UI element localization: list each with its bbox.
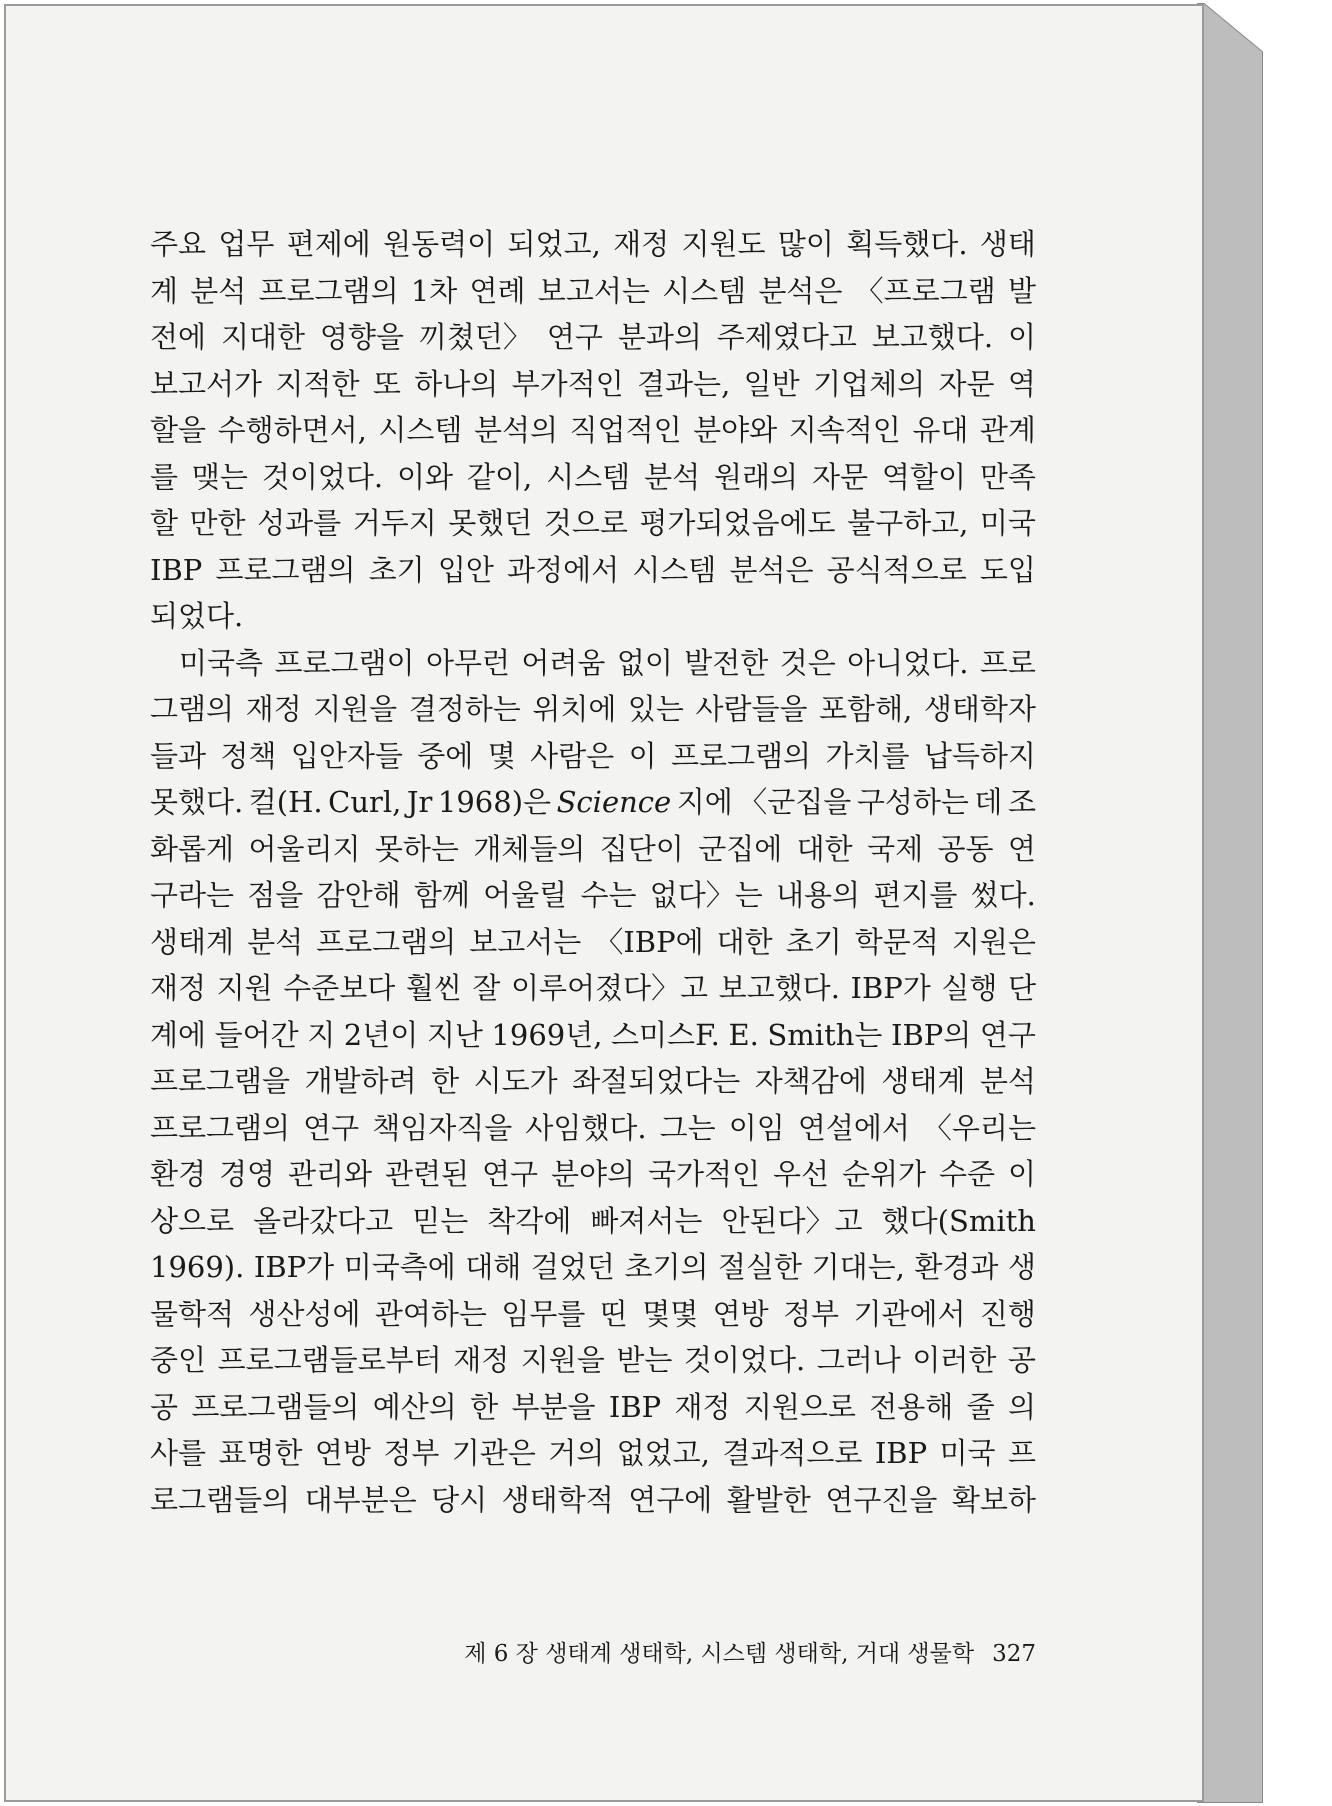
text-word: 들어간 (214, 1017, 299, 1052)
text-word: 보고서는 (469, 924, 582, 959)
text-word: 의 (1007, 1389, 1036, 1424)
text-line (150, 872, 1036, 919)
text-word: 역 (1007, 366, 1036, 401)
text-word: 것은 (779, 645, 836, 680)
text-word: 과정에서 (507, 552, 620, 587)
text-line (150, 733, 1036, 780)
text-word: 있는 (627, 692, 684, 726)
text-word: 좌절되었다는 (572, 1064, 741, 1098)
text-word: 그램의 (150, 692, 235, 726)
text-word: 영향을 (319, 320, 404, 354)
text-word: 할을 (150, 413, 207, 447)
text-word: 지에 (676, 785, 733, 819)
text-line (150, 1384, 1036, 1431)
text-word: 분석은 (729, 552, 814, 587)
text-word: 성과를 (257, 506, 342, 540)
text-line (150, 1430, 1036, 1477)
text-word: 했다(Smith (881, 1203, 1036, 1238)
text-word: 입안자들 (290, 738, 403, 773)
text-word: 수는 (580, 878, 637, 912)
text-word: Science (556, 785, 672, 819)
text-word: 절실한 (718, 1250, 803, 1284)
text-word: 생태계 (150, 924, 235, 959)
text-word: 재정 (453, 1343, 510, 1377)
text-word: 스미스F. (611, 1017, 720, 1052)
text-word: 연례 (469, 273, 526, 308)
text-word: 분석 (979, 1064, 1036, 1098)
text-word: 초기의 (624, 1250, 709, 1284)
text-word: 조 (1007, 785, 1036, 819)
text-word: 지원 (216, 971, 273, 1005)
text-word: 어려움 (521, 645, 606, 680)
text-line (150, 1244, 1036, 1291)
text-word: 지원은 (951, 924, 1036, 959)
page-body-text (150, 221, 1036, 1523)
text-word: 프로그램을 (150, 1064, 291, 1098)
text-word: 것으로 (543, 506, 628, 540)
text-word: 기업체의 (813, 366, 926, 401)
text-word: 올라갔다고 (253, 1203, 394, 1238)
text-word: 2년이 (343, 1017, 419, 1052)
text-word: 발전한 (684, 645, 769, 680)
text-word: 지원을 (520, 1343, 605, 1377)
text-word: 단 (1007, 971, 1036, 1005)
text-word: 획득했다. (846, 227, 968, 261)
text-word: 정부 (383, 1436, 440, 1470)
text-line (150, 779, 1036, 826)
text-word: 수준보다 (283, 971, 396, 1005)
text-word: 원래의 (714, 459, 799, 494)
text-word: 전에 (150, 320, 207, 354)
text-word: 대한 (796, 831, 853, 866)
text-word: 이루어졌다〉고 (510, 971, 709, 1005)
text-word: 어울리지 (248, 831, 361, 866)
text-word: 미국 (979, 506, 1036, 540)
text-word: 경영 (218, 1157, 276, 1191)
text-word: 아니었다. (847, 645, 969, 680)
text-word: E. (728, 1017, 759, 1052)
text-word: 끼쳤던〉 (418, 320, 532, 354)
text-word: 맺는 (191, 459, 248, 494)
text-word: 할 (150, 506, 179, 540)
running-head: 제 6 장 생태계 생태학, 시스템 생태학, 거대 생물학 (464, 1641, 975, 1667)
text-line (150, 268, 1036, 315)
text-word: 편지를 (873, 878, 958, 912)
text-word: 집단이 (599, 831, 684, 866)
text-word: 편제에 (286, 227, 371, 261)
text-word: 없다〉는 (649, 878, 763, 912)
text-word: 분과의 (617, 320, 702, 354)
text-line (150, 500, 1036, 547)
text-word: 이임 (728, 1110, 785, 1145)
text-word: 것이었다. (261, 459, 384, 494)
text-word: 자책감에 (754, 1064, 867, 1098)
text-word: 못했던 (448, 506, 533, 540)
text-word: 관계 (979, 413, 1036, 447)
text-word: 이 (628, 738, 657, 773)
text-line (150, 1105, 1036, 1152)
text-word: 지대한 (220, 320, 305, 354)
text-line (150, 1477, 1036, 1524)
text-word: 지원을 (313, 692, 398, 726)
text-word: 분야의 (550, 1157, 635, 1191)
text-word: 예산의 (372, 1389, 457, 1424)
text-word: 입안 (437, 552, 494, 587)
text-word: 1969년, (491, 1017, 603, 1052)
text-word: 보고서가 (150, 366, 263, 401)
text-word: 보고했다. (718, 971, 840, 1005)
text-word: 만한 (189, 506, 246, 540)
text-word: 관리와 (287, 1157, 373, 1191)
text-word: 내용의 (776, 878, 861, 912)
text-word: Curl, (328, 785, 402, 819)
text-word: 한 (431, 1064, 460, 1098)
text-word: 이와 (397, 459, 454, 494)
text-line (150, 314, 1036, 361)
text-word: 환경과 (914, 1250, 999, 1284)
text-word: 받는 (616, 1343, 673, 1377)
text-word: 생태계 (881, 1064, 966, 1098)
text-word: IBP (608, 1389, 662, 1424)
text-word: 하나의 (414, 366, 499, 401)
text-word: 업무 (218, 227, 275, 261)
text-word: 지속적인 (788, 413, 901, 447)
text-word: 중인 (150, 1343, 207, 1377)
text-word: 초기 (368, 552, 425, 587)
text-word: 주제였다고 (716, 320, 857, 354)
text-word: 어울릴 (483, 878, 568, 912)
text-word: 연방 (314, 1436, 371, 1470)
text-word: 당시 (431, 1482, 488, 1517)
text-word: 시스템 (378, 413, 463, 447)
text-word: IBP의 (890, 1017, 972, 1052)
text-word: 공동 (937, 831, 994, 866)
text-word: 재정 (245, 692, 302, 726)
text-word: 연설에서 (797, 1110, 910, 1145)
text-word: 구성하는 (856, 785, 969, 819)
text-word: 재정 (613, 227, 670, 261)
text-word: 도입 (979, 552, 1036, 587)
text-word: 되었고, (507, 227, 601, 261)
text-word: 지난 (426, 1017, 483, 1052)
text-word: 결과는, (637, 366, 731, 401)
text-word: 없이 (616, 645, 673, 680)
text-word: 거의 (548, 1436, 605, 1470)
text-word: Smith는 (767, 1017, 883, 1052)
text-word: 사를 (150, 1436, 207, 1470)
text-word: 불구하고, (847, 506, 969, 540)
text-word: 지원으로 (743, 1389, 856, 1424)
text-word: 함께 (413, 878, 470, 912)
text-word: 데 (974, 785, 1003, 819)
text-word: 결과적으로 (722, 1436, 863, 1470)
text-word: 부분을 (511, 1389, 596, 1424)
text-word: 연구 (481, 1157, 538, 1191)
text-word: 정부 (783, 1296, 840, 1331)
text-word: 많이 (777, 227, 834, 261)
text-word: 생태 (979, 227, 1036, 261)
text-word: 우선 (772, 1157, 829, 1191)
text-word: 지원도 (681, 227, 766, 261)
text-line (150, 547, 1036, 594)
text-word: 관련된 (384, 1157, 470, 1191)
text-word: 납득하지 (923, 738, 1036, 773)
text-line (150, 407, 1036, 454)
text-word: 자문 (811, 459, 869, 494)
text-word: 빠져서는 (590, 1203, 703, 1238)
text-word: 시도가 (473, 1064, 558, 1098)
text-word: 분석 (644, 459, 701, 494)
text-word: 개체들의 (473, 831, 586, 866)
text-word: 착각에 (487, 1203, 572, 1238)
text-word: 정책 (220, 738, 277, 773)
text-word: 거두지 (352, 506, 437, 540)
text-word: 계에 (150, 1017, 207, 1052)
text-word: 물학적 (150, 1296, 235, 1331)
text-word: 확보하 (951, 1482, 1036, 1517)
text-word: 수행하면서, (217, 413, 367, 447)
text-word: 이러한 (912, 1343, 997, 1377)
text-word: 줄 (966, 1389, 995, 1424)
text-word: 그러나 (816, 1343, 901, 1377)
text-word: IBP (874, 1436, 928, 1470)
text-word: 결정하는 (408, 692, 521, 726)
text-line (150, 361, 1036, 408)
text-word: 만족 (979, 459, 1036, 494)
page-number: 327 (992, 1641, 1036, 1667)
text-word: 일반 (743, 366, 800, 401)
text-word: 활발한 (726, 1482, 811, 1517)
text-word: 또 (372, 366, 401, 401)
text-line (150, 1012, 1036, 1059)
text-word: 생태학자 (923, 692, 1036, 726)
text-word: 분석의 (473, 413, 559, 447)
text-word: 연방 (712, 1296, 769, 1331)
text-word: 지적한 (275, 366, 360, 401)
text-word: 그는 (659, 1110, 716, 1145)
text-word: 한 (470, 1389, 499, 1424)
text-word: 시스템 (662, 273, 747, 308)
text-word: 1968)은 (437, 785, 552, 819)
text-word: 것이었다. (683, 1343, 806, 1377)
text-line (150, 1291, 1036, 1338)
text-word: 군집에 (698, 831, 783, 866)
text-word: 들과 (150, 738, 207, 773)
text-word: 공 (150, 1389, 179, 1424)
text-word: 프로그램의 (258, 273, 399, 308)
text-word: 연구에 (628, 1482, 713, 1517)
text-word: 분석 (247, 924, 304, 959)
text-line (150, 1151, 1036, 1198)
text-word: 기관에서 (853, 1296, 966, 1331)
text-word: 대해 (465, 1250, 522, 1284)
text-word: 재정 (674, 1389, 731, 1424)
text-word: 보고서는 (537, 273, 650, 308)
text-word: 초기 (785, 924, 842, 959)
text-word: 썼다. (970, 878, 1036, 912)
text-word: 사람들을 (695, 692, 808, 726)
text-line (150, 221, 1036, 268)
text-word: 역할이 (881, 459, 966, 494)
text-word: 아무런 (425, 645, 510, 680)
text-word: 관여하는 (374, 1296, 487, 1331)
text-word: 수준 (938, 1157, 995, 1191)
text-word: 대한 (716, 924, 773, 959)
text-word: 프로그램들로부터 (217, 1343, 442, 1377)
text-word: 사람은 (530, 738, 615, 773)
text-word: 환경 (150, 1157, 207, 1191)
text-word: 중에 (417, 738, 474, 773)
text-word: 학문적 (854, 924, 939, 959)
text-line (150, 454, 1036, 501)
text-word: 프로그램의 (316, 924, 457, 959)
page-footer (440, 1635, 1036, 1668)
text-word: 화롭게 (150, 831, 235, 866)
text-line: 되었다. (150, 599, 244, 633)
text-word: 진행 (979, 1296, 1036, 1331)
text-word: 미국측에 (343, 1250, 456, 1284)
text-word: 상으로 (150, 1203, 235, 1238)
text-word: 지 (307, 1017, 336, 1052)
text-word: 보고했다. (871, 320, 994, 354)
text-word: 구라는 (150, 878, 235, 912)
text-word: 가치를 (825, 738, 910, 773)
text-word: 컬(H. (248, 785, 323, 819)
text-word: IBP가 (850, 971, 931, 1005)
text-word: 계 (150, 273, 179, 308)
text-word: 를 (150, 459, 179, 494)
text-word: 분석은 (758, 273, 843, 308)
text-word: 못했다. (150, 785, 244, 819)
text-word: 〈프로그램 (854, 273, 996, 308)
text-word: 주요 (150, 227, 207, 261)
text-line (150, 1337, 1036, 1384)
text-word: 생태학적 (501, 1482, 614, 1517)
text-word: 프로 (979, 645, 1036, 680)
text-word: 연구진을 (825, 1482, 938, 1517)
text-word: IBP가 (253, 1250, 335, 1284)
text-word: 감안해 (316, 878, 401, 912)
text-word: 연 (1007, 831, 1036, 866)
text-word: 점을 (247, 878, 304, 912)
text-word: 분석 (190, 273, 247, 308)
text-word: 표명한 (218, 1436, 303, 1470)
text-word: 프로그램의 (215, 552, 356, 587)
text-word: 시스템 (632, 552, 717, 587)
text-word: 믿는 (412, 1203, 469, 1238)
text-word: 1969). (150, 1250, 245, 1284)
text-word: 프로그램의 (150, 1110, 291, 1145)
text-word: 포함해, (819, 692, 913, 726)
text-word: 공 (1007, 1343, 1036, 1377)
text-word: 실행 (941, 971, 998, 1005)
text-word: 사임했다. (525, 1110, 647, 1145)
text-word: 이 (1007, 1157, 1036, 1191)
text-word: 생산성에 (248, 1296, 361, 1331)
text-word: 공식적으로 (826, 552, 967, 587)
text-word: 분야와 (693, 413, 778, 447)
text-word: 없었고, (616, 1436, 710, 1470)
text-word: 직업적인 (569, 413, 682, 447)
text-line (150, 965, 1036, 1012)
text-word: 프로그램들의 (191, 1389, 360, 1424)
text-word: 원동력이 (383, 227, 496, 261)
text-word: 임무를 (501, 1296, 586, 1331)
text-line (150, 826, 1036, 873)
text-word: 못하는 (374, 831, 459, 866)
text-word: 훨씬 (405, 971, 462, 1005)
text-word: 책임자직을 (372, 1110, 513, 1145)
text-word: 재정 (150, 971, 207, 1005)
text-word: 〈군집을 (738, 785, 852, 819)
text-word: 1차 (410, 273, 458, 308)
text-word: 안된다〉고 (721, 1203, 863, 1238)
text-line (150, 1198, 1036, 1245)
text-word: Jr (406, 785, 433, 819)
text-word: 이 (1007, 320, 1036, 354)
text-word: 프 (1007, 1436, 1036, 1470)
text-word: 연구 (546, 320, 603, 354)
text-word: 프로그램의 (670, 738, 812, 773)
text-word: 개발하려 (304, 1064, 417, 1098)
text-word: 연구 (979, 1017, 1036, 1052)
text-word: 띤 (599, 1296, 628, 1331)
text-word: 미국측 (179, 645, 264, 680)
text-word: 시스템 (546, 459, 631, 494)
text-word: 걸었던 (530, 1250, 615, 1284)
text-word: 대부분은 (304, 1482, 417, 1517)
text-word: 유대 (912, 413, 969, 447)
text-line (150, 686, 1036, 733)
text-word: 국제 (867, 831, 924, 866)
text-word: 기관은 (451, 1436, 536, 1470)
text-word: 연구 (303, 1110, 360, 1145)
text-word: 몇몇 (642, 1296, 699, 1331)
text-word: 같이, (466, 459, 533, 494)
text-word: 프로그램이 (274, 645, 415, 680)
text-word: 〈우리는 (922, 1110, 1036, 1145)
text-word: 생 (1007, 1250, 1036, 1284)
text-line (150, 919, 1036, 966)
text-word: 〈IBP에 (594, 924, 704, 959)
text-word: 위치에 (532, 692, 617, 726)
text-word: 부가적인 (511, 366, 624, 401)
text-word: 전용해 (869, 1389, 954, 1424)
text-word: 기대는, (811, 1250, 905, 1284)
text-word: 몇 (487, 738, 516, 773)
text-word: 발 (1007, 273, 1036, 308)
text-word: 잘 (472, 971, 501, 1005)
text-word: 순위가 (841, 1157, 926, 1191)
text-word: 자문 (938, 366, 995, 401)
text-line (150, 640, 1036, 687)
text-line (150, 1058, 1036, 1105)
text-word: 평가되었음에도 (639, 506, 836, 540)
text-word: 로그램들의 (150, 1482, 291, 1517)
text-word: IBP (150, 552, 203, 587)
text-word: 미국 (939, 1436, 996, 1470)
text-word: 국가적인 (647, 1157, 761, 1191)
